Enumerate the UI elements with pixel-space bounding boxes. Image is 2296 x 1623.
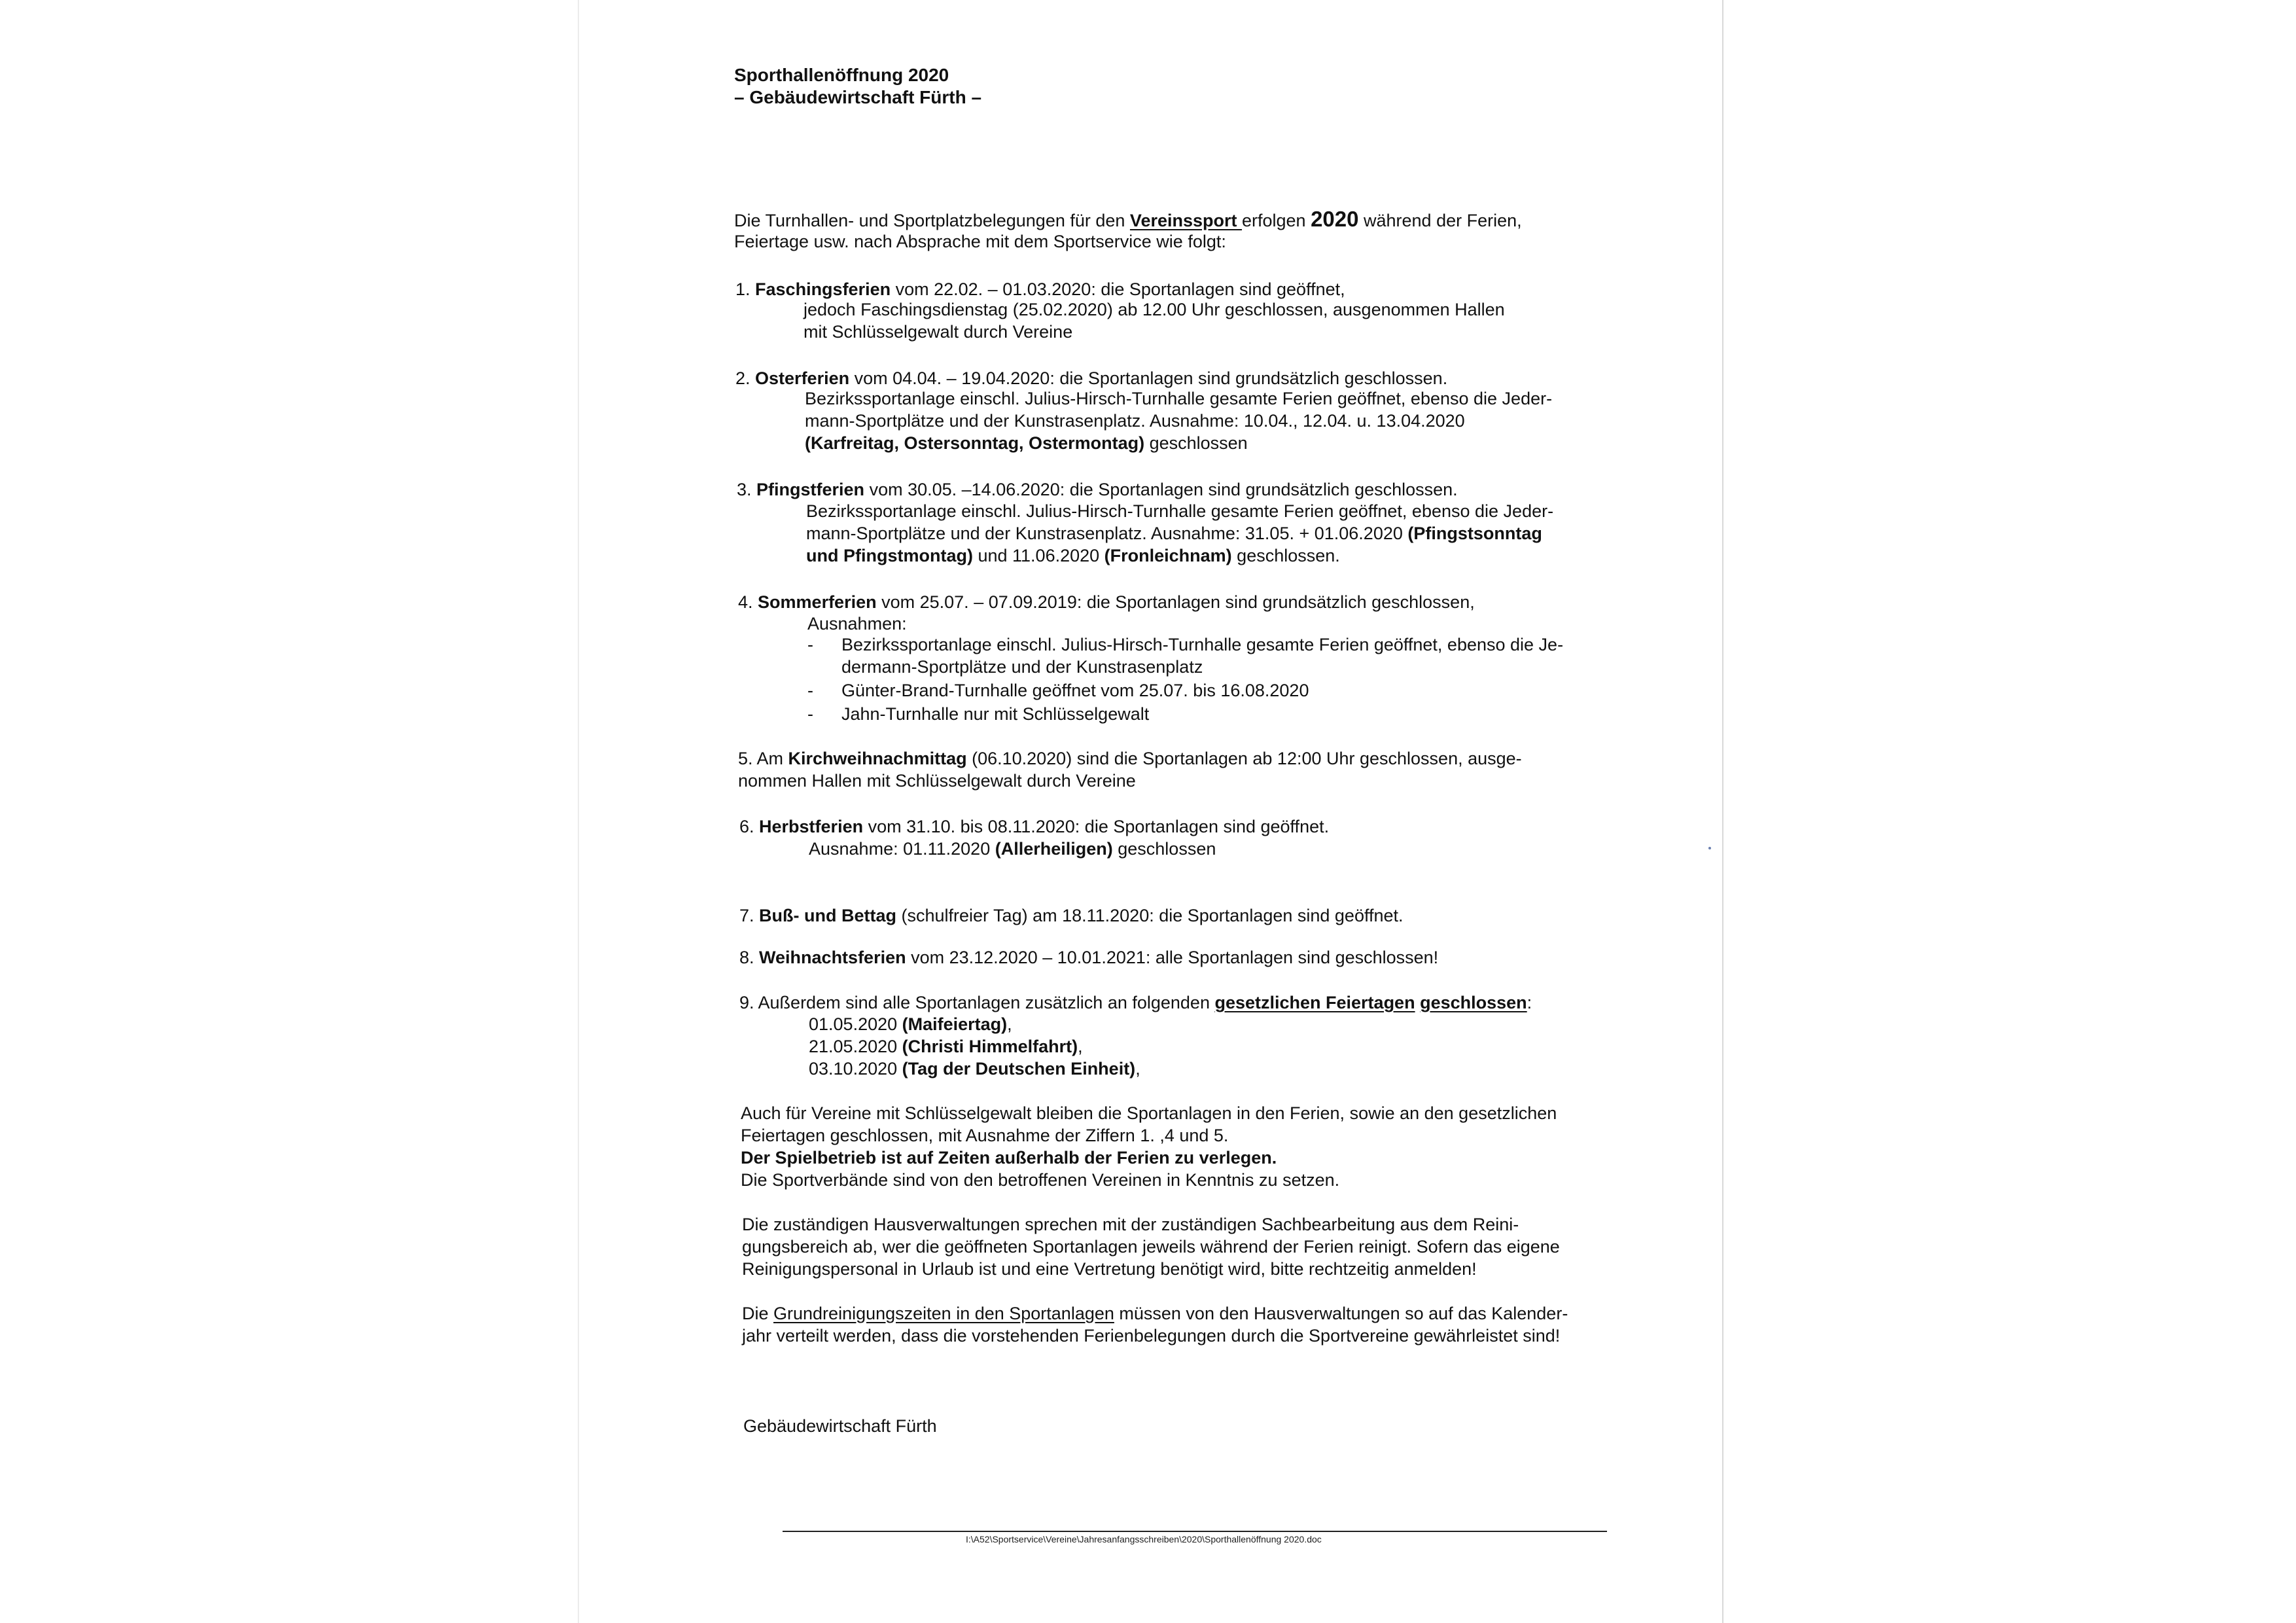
item-3-pfingstferien: 3. Pfingstferien vom 30.05. –14.06.2020: die Sportanlagen sind grundsätzlich geschlossen. [737, 480, 1458, 499]
item-4-bullet-1: Bezirkssportanlage einschl. Julius-Hirsch-Turnhalle gesamte Ferien geöffnet, ebenso die Je- [841, 635, 1564, 654]
item-4-line-2: Ausnahmen: [807, 614, 907, 633]
cleaning-line-1: Die zuständigen Hausverwaltungen sprechen mit der zuständigen Sachbearbeitung aus dem Reini- [742, 1215, 1519, 1234]
closing-line-4: Die Sportverbände sind von den betroffenen Vereinen in Kenntnis zu setzen. [741, 1170, 1340, 1190]
item-2-line-2: Bezirkssportanlage einschl. Julius-Hirsch-Turnhalle gesamte Ferien geöffnet, ebenso die Jeder- [805, 389, 1553, 408]
vereinssport-term: Vereinssport [1129, 211, 1242, 230]
grundreinigung-line-2: jahr verteilt werden, dass die vorstehenden Ferienbelegungen durch die Sportvereine gewährleistet sind! [742, 1326, 1561, 1346]
gesetzliche-feiertage-term: gesetzlichen Feiertagen [1214, 993, 1415, 1012]
closing-line-2: Feiertagen geschlossen, mit Ausnahme der Ziffern 1. ,4 und 5. [741, 1126, 1229, 1145]
cleaning-line-2: gungsbereich ab, wer die geöffneten Sportanlagen jeweils während der Ferien reinigt. Sofern das eigene [742, 1237, 1560, 1257]
item-9-feiertage: 9. Außerdem sind alle Sportanlagen zusätzlich an folgenden gesetzlichen Feiertagen geschlossen: [739, 993, 1532, 1012]
item-3-line-3: mann-Sportplätze und der Kunstrasenplatz. Ausnahme: 31.05. + 01.06.2020 (Pfingstsonntag [806, 524, 1542, 543]
document-title: Sporthallenöffnung 2020 [734, 65, 949, 85]
bullet-dash: - [807, 635, 813, 654]
item-8-weihnachtsferien: 8. Weihnachtsferien vom 23.12.2020 – 10.01.2021: alle Sportanlagen sind geschlossen! [739, 948, 1439, 967]
item-3-line-2: Bezirkssportanlage einschl. Julius-Hirsch-Turnhalle gesamte Ferien geöffnet, ebenso die Jeder- [806, 501, 1554, 521]
footer-file-path: I:\A52\Sportservice\Vereine\Jahresanfangsschreiben\2020\Sporthallenöffnung 2020.doc [966, 1534, 1322, 1544]
item-2-line-4: (Karfreitag, Ostersonntag, Ostermontag) geschlossen [805, 433, 1248, 453]
item-7-buss-und-bettag: 7. Buß- und Bettag (schulfreier Tag) am 18.11.2020: die Sportanlagen sind geöffnet. [739, 906, 1404, 925]
item-6-line-2: Ausnahme: 01.11.2020 (Allerheiligen) geschlossen [809, 839, 1216, 859]
item-5-kirchweih: 5. Am Kirchweihnachmittag (06.10.2020) sind die Sportanlagen ab 12:00 Uhr geschlossen, ausge- [738, 749, 1522, 768]
holiday-maifeiertag: 01.05.2020 (Maifeiertag), [809, 1014, 1012, 1034]
year-2020: 2020 [1311, 207, 1359, 231]
item-5-line-2: nommen Hallen mit Schlüsselgewalt durch Vereine [738, 771, 1136, 791]
scan-edge-left [578, 0, 579, 1623]
geschlossen-term: geschlossen [1420, 993, 1527, 1012]
holiday-christi-himmelfahrt: 21.05.2020 (Christi Himmelfahrt), [809, 1037, 1083, 1056]
bullet-dash: - [807, 681, 813, 700]
item-3-line-4: und Pfingstmontag) und 11.06.2020 (Fronleichnam) geschlossen. [806, 546, 1340, 565]
signature: Gebäudewirtschaft Fürth [743, 1416, 937, 1436]
closing-spielbetrieb: Der Spielbetrieb ist auf Zeiten außerhalb der Ferien zu verlegen. [741, 1148, 1277, 1168]
item-1-line-2: jedoch Faschingsdienstag (25.02.2020) ab 12.00 Uhr geschlossen, ausgenommen Hallen [804, 300, 1505, 319]
grundreinigung-line-1: Die Grundreinigungszeiten in den Sportanlagen müssen von den Hausverwaltungen so auf das Kalender- [742, 1304, 1568, 1323]
holiday-deutsche-einheit: 03.10.2020 (Tag der Deutschen Einheit), [809, 1059, 1140, 1079]
item-2-osterferien: 2. Osterferien vom 04.04. – 19.04.2020: die Sportanlagen sind grundsätzlich geschlossen. [735, 368, 1448, 388]
cleaning-line-3: Reinigungspersonal in Urlaub ist und eine Vertretung benötigt wird, bitte rechtzeitig anmelden! [742, 1259, 1477, 1279]
closing-line-1: Auch für Vereine mit Schlüsselgewalt bleiben die Sportanlagen in den Ferien, sowie an den gesetzlichen [741, 1103, 1557, 1123]
intro-line-1: Die Turnhallen- und Sportplatzbelegungen für den Vereinssport erfolgen 2020 während der Ferien, [734, 207, 1522, 231]
item-4-sommerferien: 4. Sommerferien vom 25.07. – 07.09.2019: die Sportanlagen sind grundsätzlich geschlossen, [738, 592, 1475, 612]
grundreinigung-term: Grundreinigungszeiten in den Sportanlagen [773, 1304, 1114, 1323]
item-4-bullet-2: Günter-Brand-Turnhalle geöffnet vom 25.07. bis 16.08.2020 [841, 681, 1309, 700]
item-6-herbstferien: 6. Herbstferien vom 31.10. bis 08.11.2020: die Sportanlagen sind geöffnet. [739, 817, 1330, 836]
item-2-line-3: mann-Sportplätze und der Kunstrasenplatz. Ausnahme: 10.04., 12.04. u. 13.04.2020 [805, 411, 1465, 431]
bullet-dash: - [807, 704, 813, 724]
scan-edge-right [1722, 0, 1723, 1623]
scan-speck [1708, 847, 1711, 849]
footer-rule [783, 1531, 1607, 1532]
item-4-bullet-1-cont: dermann-Sportplätze und der Kunstrasenplatz [841, 657, 1203, 677]
item-1-faschingsferien: 1. Faschingsferien vom 22.02. – 01.03.2020: die Sportanlagen sind geöffnet, [735, 279, 1345, 299]
document-subtitle: – Gebäudewirtschaft Fürth – [734, 87, 982, 107]
item-4-bullet-3: Jahn-Turnhalle nur mit Schlüsselgewalt [841, 704, 1150, 724]
item-1-line-3: mit Schlüsselgewalt durch Vereine [804, 322, 1073, 342]
intro-line-2: Feiertage usw. nach Absprache mit dem Sportservice wie folgt: [734, 232, 1226, 251]
